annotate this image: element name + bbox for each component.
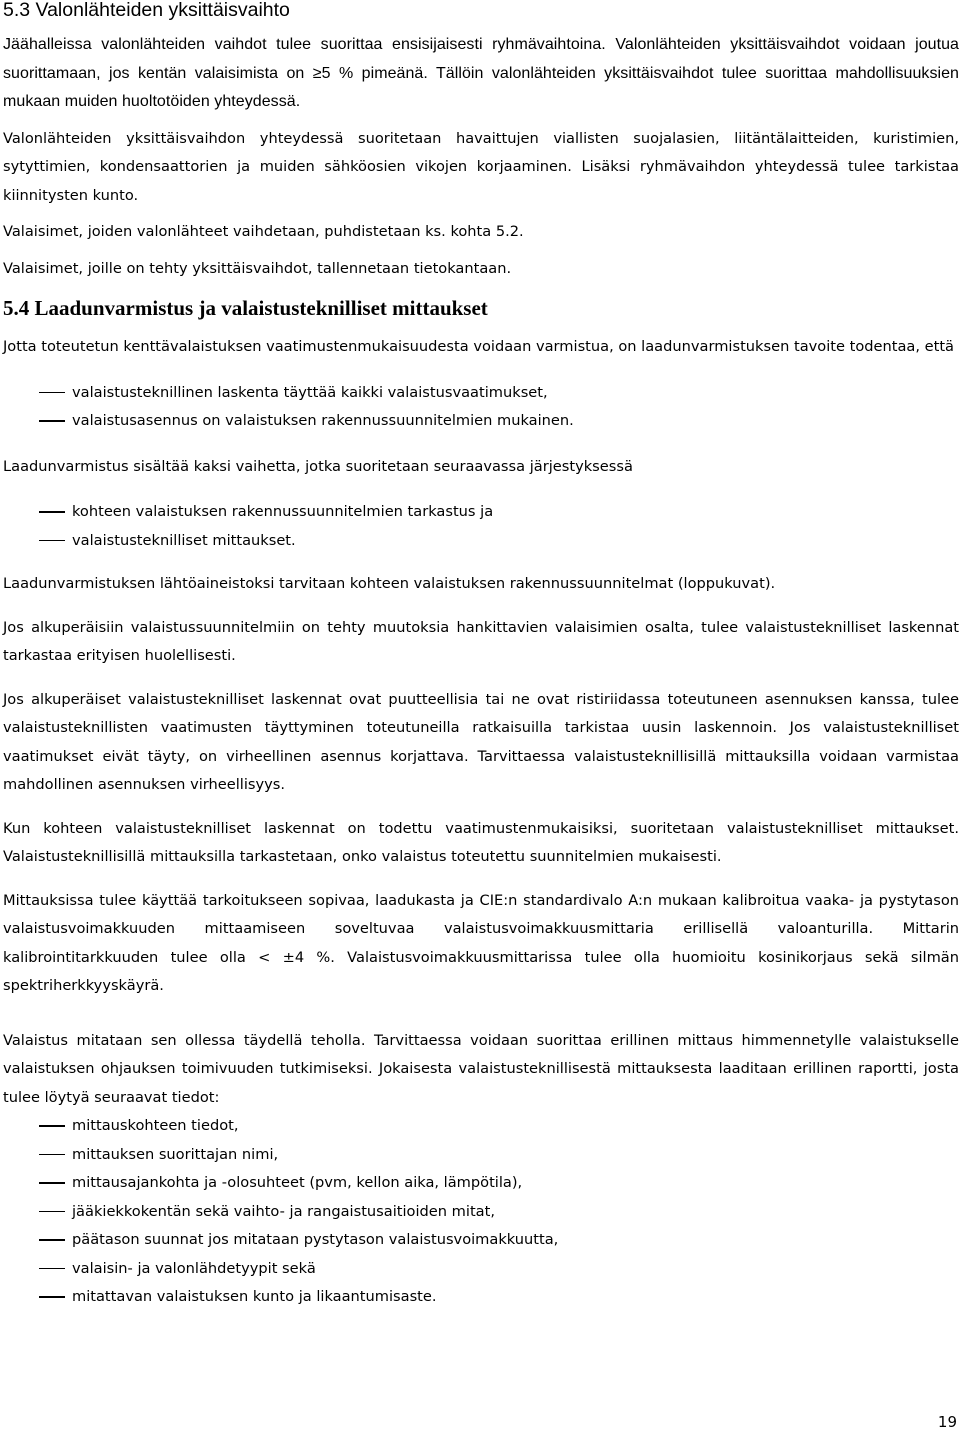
- paragraph: Kun kohteen valaistusteknilliset laskennat on todettu vaatimustenmukaisiksi, suoritetaan valaistusteknilliset mittaukset. Valaistusteknillisillä mittauksilla tarkastetaan, onko valaistus toteutettu suunnitelmien mukaisesti.: [3, 819, 959, 865]
- bullet-list: [3, 498, 959, 555]
- paragraph: Laadunvarmistus sisältää kaksi vaihetta, jotka suoritetaan seuraavassa järjestyksessä: [3, 457, 633, 475]
- list-item-text: mittauksen suorittajan nimi,: [72, 1145, 279, 1163]
- paragraph: Valaistus mitataan sen ollessa täydellä teholla. Tarvittaessa voidaan suorittaa erillinen mittaus himmennetylle valaistukselle valaistuksen ohjauksen toimivuuden tutkimiseksi. Jokaisesta valaistusteknillisestä mittauksesta laaditaan erillinen raportti, josta tulee löytyä seuraavat tiedot:: [3, 1031, 959, 1106]
- dash-bullet-icon: [39, 1268, 65, 1270]
- paragraph: Jos alkuperäisiin valaistussuunnitelmiin on tehty muutoksia hankittavien valaisimien osalta, tulee valaistusteknilliset laskennat tarkastaa erityisen huolellisesti.: [3, 618, 959, 664]
- paragraph: Mittauksissa tulee käyttää tarkoitukseen sopivaa, laadukasta ja CIE:n standardivalo A:n mukaan kalibroitua vaaka- ja pystytason valaistusvoimakkuuden mittaamiseen soveltuvaa valaistusvoimakkuusmittaria erillisellä valoanturilla. Mittarin kalibrointitarkkuuden tulee olla < ±4 %. Valaistusvoimakkuusmittarissa tulee olla huomioitu kosinikorjaus sekä silmän spektriherkkyyskäyrä.: [3, 891, 959, 994]
- dash-bullet-icon: [39, 392, 65, 394]
- dash-bullet-icon: [39, 1154, 65, 1156]
- list-item-text: jääkiekkokentän sekä vaihto- ja rangaistusaitioiden mitat,: [72, 1202, 495, 1220]
- list-item-text: kohteen valaistuksen rakennussuunnitelmien tarkastus ja: [72, 503, 494, 520]
- list-item: [3, 1255, 959, 1284]
- paragraph: Valonlähteiden yksittäisvaihdon yhteydessä suoritetaan havaittujen viallisten suojalasien, liitäntälaitteiden, kuristimien, sytyttimien, kondensaattorien ja muiden sähköosien vikojen korjaaminen. Lisäksi ryhmävaihdon yhteydessä tulee tarkistaa kiinnitysten kunto.: [3, 129, 959, 204]
- dash-bullet-icon: [39, 1182, 65, 1184]
- list-item-text: valaistusteknilliset mittaukset.: [72, 531, 296, 549]
- bullet-list: [3, 1112, 959, 1312]
- dash-bullet-icon: [39, 1239, 65, 1241]
- section-heading: 5.4 Laadunvarmistus ja valaistusteknilliset mittaukset: [3, 296, 488, 320]
- dash-bullet-icon: [39, 511, 65, 513]
- page-number: 19: [937, 1413, 957, 1431]
- list-item-text: valaistusteknillinen laskenta täyttää kaikki valaistusvaatimukset,: [72, 383, 548, 401]
- dash-bullet-icon: [39, 540, 65, 542]
- dash-bullet-icon: [39, 1296, 65, 1298]
- paragraph: Valaisimet, joille on tehty yksittäisvaihdot, tallennetaan tietokantaan.: [3, 259, 512, 277]
- list-item-text: valaistusasennus on valaistuksen rakennussuunnitelmien mukainen.: [72, 412, 574, 429]
- list-item-text: päätason suunnat jos mitataan pystytason valaistusvoimakkuutta,: [72, 1231, 559, 1248]
- list-item: [3, 527, 959, 556]
- list-item-text: mittauskohteen tiedot,: [72, 1117, 239, 1134]
- list-item: [3, 1283, 959, 1312]
- list-item: [3, 498, 959, 527]
- list-item: [3, 407, 959, 436]
- list-item: [3, 1169, 959, 1198]
- dash-bullet-icon: [39, 1125, 65, 1127]
- paragraph: Jos alkuperäiset valaistusteknilliset laskennat ovat puutteellisia tai ne ovat ristiriidassa toteutuneen asennuksen kanssa, tulee valaistusteknillisten vaatimusten täyttyminen toteutuneilla ratkaisuilla tarkistaa uusin laskennoin. Jos valaistusteknilliset vaatimukset eivät täyty, on virheellinen asennus korjattava. Tarvittaessa valaistusteknillisillä mittauksilla voidaan varmistaa mahdollinen asennuksen virheellisyys.: [3, 690, 959, 793]
- paragraph: Jotta toteutetun kenttävalaistuksen vaatimustenmukaisuudesta voidaan varmistua, on laadunvarmistuksen tavoite todentaa, että: [3, 338, 954, 355]
- paragraph: Jäähalleissa valonlähteiden vaihdot tulee suorittaa ensisijaisesti ryhmävaihtoina. Valonlähteiden yksittäisvaihdot voidaan joutua suorittamaan, jos kentän valaisimista on ≥5 % pimeänä. Tällöin valonlähteiden yksittäisvaihdot tulee suorittaa mahdollisuuksien mukaan muiden huoltotöiden yhteydessä.: [3, 36, 959, 110]
- list-item: [3, 1198, 959, 1227]
- paragraph: Valaisimet, joiden valonlähteet vaihdetaan, puhdistetaan ks. kohta 5.2.: [3, 223, 524, 240]
- list-item: [3, 1226, 959, 1255]
- document-page: [3, 0, 959, 1312]
- list-item-text: mitattavan valaistuksen kunto ja likaantumisaste.: [72, 1288, 437, 1305]
- dash-bullet-icon: [39, 1211, 65, 1213]
- paragraph: Laadunvarmistuksen lähtöaineistoksi tarvitaan kohteen valaistuksen rakennussuunnitelmat (loppukuvat).: [3, 575, 776, 592]
- list-item: [3, 1141, 959, 1170]
- list-item-text: valaisin- ja valonlähdetyypit sekä: [72, 1259, 316, 1277]
- list-item: [3, 379, 959, 408]
- dash-bullet-icon: [39, 420, 65, 422]
- section-heading: 5.3 Valonlähteiden yksittäisvaihto: [3, 0, 290, 21]
- bullet-list: [3, 379, 959, 436]
- list-item: [3, 1112, 959, 1141]
- list-item-text: mittausajankohta ja -olosuhteet (pvm, kellon aika, lämpötila),: [72, 1174, 523, 1191]
